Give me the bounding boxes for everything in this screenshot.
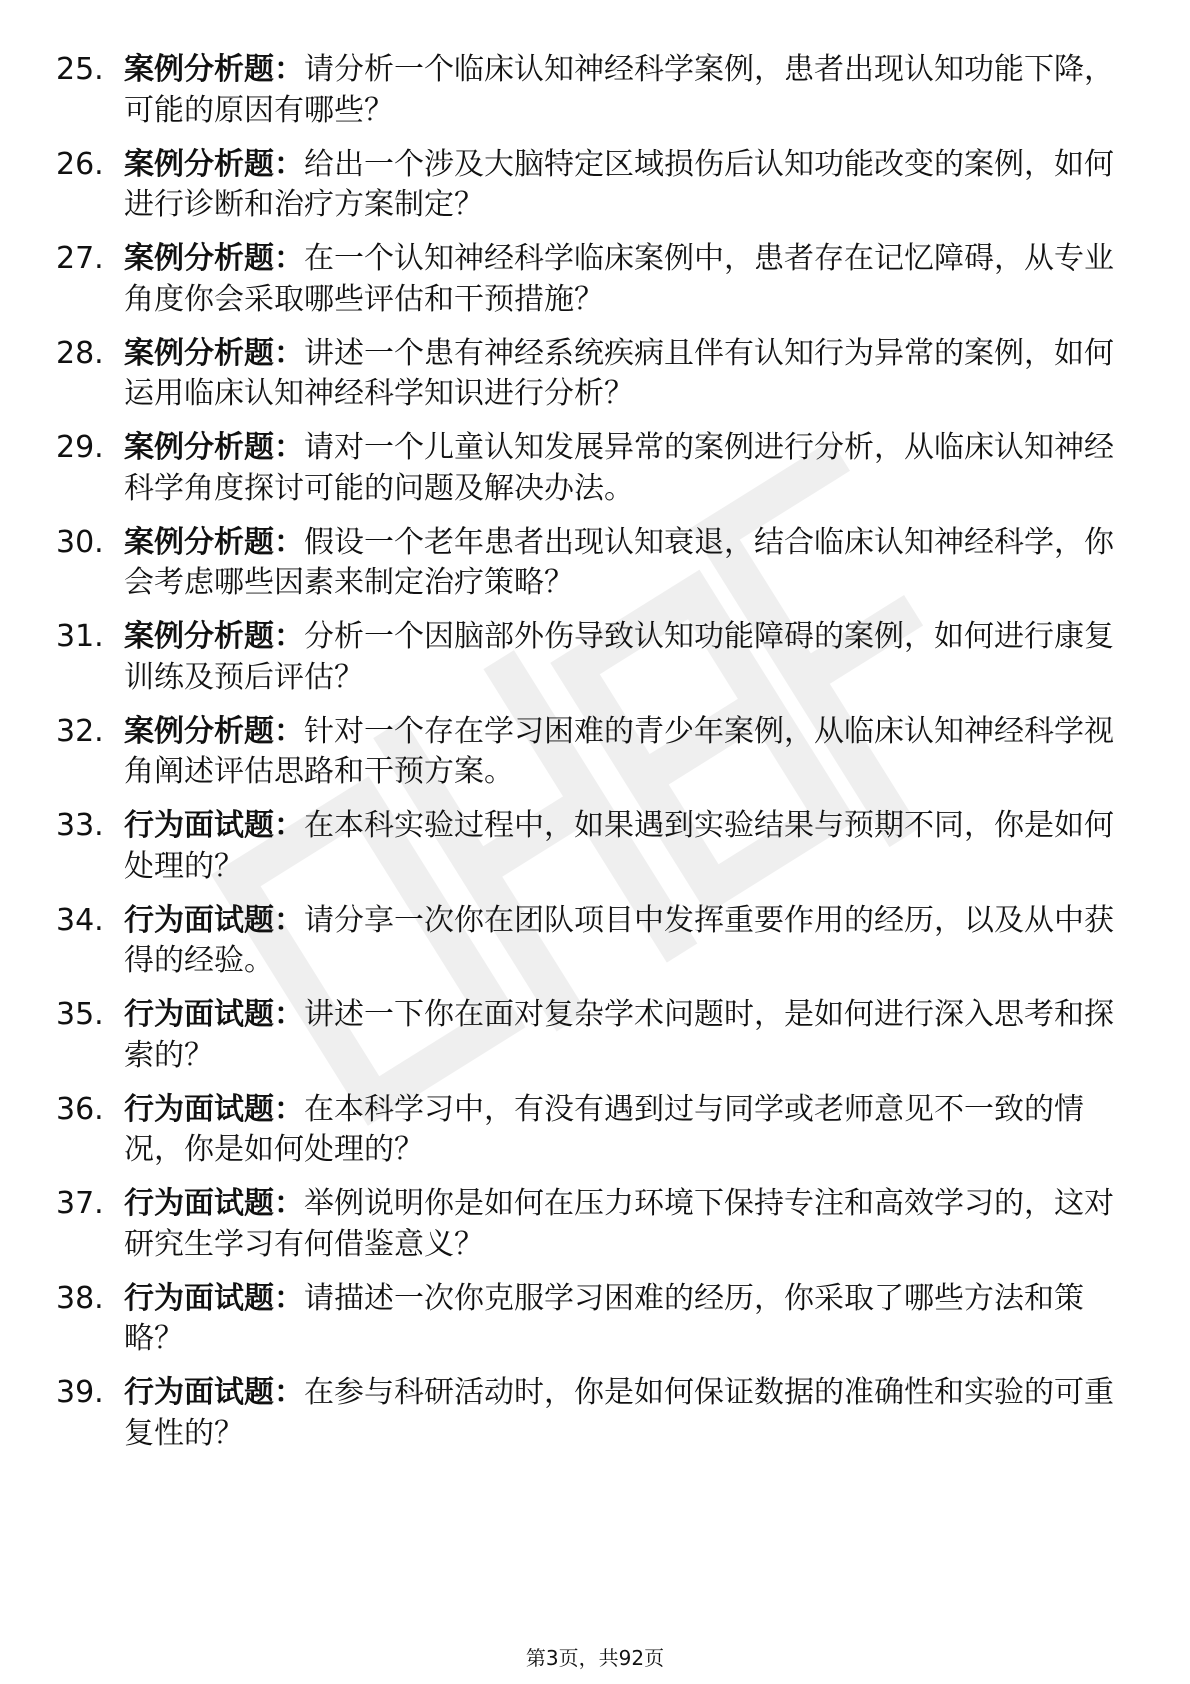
question-item [56, 334, 1126, 415]
question-type: 行为面试题： [124, 1091, 304, 1127]
question-body [124, 428, 1126, 509]
question-item [56, 239, 1126, 320]
question-number: 33. [56, 808, 104, 843]
question-number: 38. [56, 1280, 104, 1316]
question-number: 34. [56, 902, 104, 938]
question-number: 36. [56, 1091, 104, 1127]
question-number: 35. [56, 997, 104, 1032]
question-type: 案例分析题： [124, 241, 304, 276]
question-body [124, 1090, 1126, 1171]
question-body [124, 523, 1126, 604]
question-number: 26. [56, 146, 104, 182]
question-text: 在参与科研活动时，你是如何保证数据的准确性和实验的可重复性的？ [124, 1375, 1114, 1451]
question-body [124, 145, 1126, 226]
question-type: 案例分析题： [124, 713, 304, 749]
question-text: 讲述一个患有神经系统疾病且伴有认知行为异常的案例，如何运用临床认知神经科学知识进行分析？ [124, 335, 1114, 411]
question-type: 案例分析题： [124, 524, 304, 560]
question-item [56, 428, 1126, 509]
question-item [56, 712, 1126, 793]
question-number: 32. [56, 713, 104, 749]
question-type: 行为面试题： [124, 808, 304, 843]
question-body [124, 334, 1126, 415]
question-text: 在本科学习中，有没有遇到过与同学或老师意见不一致的情况，你是如何处理的？ [124, 1091, 1084, 1167]
question-type: 案例分析题： [124, 146, 304, 182]
question-text: 讲述一下你在面对复杂学术问题时，是如何进行深入思考和探索的？ [124, 997, 1114, 1073]
question-item [56, 995, 1126, 1076]
question-type: 行为面试题： [124, 1375, 304, 1410]
question-text: 分析一个因脑部外伤导致认知功能障碍的案例，如何进行康复训练及预后评估？ [124, 619, 1114, 695]
question-type: 案例分析题： [124, 52, 304, 87]
question-number: 31. [56, 619, 104, 654]
question-body [124, 1279, 1126, 1360]
question-item [56, 1184, 1126, 1265]
question-number: 27. [56, 241, 104, 276]
question-text: 在一个认知神经科学临床案例中，患者存在记忆障碍，从专业角度你会采取哪些评估和干预措施？ [124, 241, 1114, 317]
question-number: 39. [56, 1375, 104, 1410]
question-type: 行为面试题： [124, 902, 304, 938]
question-type: 行为面试题： [124, 997, 304, 1032]
question-body [124, 712, 1126, 793]
question-item [56, 1373, 1126, 1454]
question-list [56, 50, 1126, 1468]
question-item [56, 145, 1126, 226]
question-number: 30. [56, 524, 104, 560]
question-item [56, 617, 1126, 698]
question-item [56, 523, 1126, 604]
question-item [56, 901, 1126, 982]
question-text: 请分析一个临床认知神经科学案例，患者出现认知功能下降，可能的原因有哪些？ [124, 52, 1114, 128]
question-text: 请对一个儿童认知发展异常的案例进行分析，从临床认知神经科学角度探讨可能的问题及解决办法。 [124, 430, 1114, 506]
question-body [124, 617, 1126, 698]
question-body [124, 901, 1126, 982]
question-text: 假设一个老年患者出现认知衰退，结合临床认知神经科学，你会考虑哪些因素来制定治疗策略？ [124, 524, 1114, 600]
question-text: 给出一个涉及大脑特定区域损伤后认知功能改变的案例，如何进行诊断和治疗方案制定？ [124, 146, 1114, 222]
page-footer [0, 1646, 1190, 1670]
question-body [124, 1184, 1126, 1265]
question-body [124, 239, 1126, 320]
question-body [124, 1373, 1126, 1454]
question-body [124, 995, 1126, 1076]
question-text: 请描述一次你克服学习困难的经历，你采取了哪些方法和策略？ [124, 1280, 1084, 1356]
question-text: 在本科实验过程中，如果遇到实验结果与预期不同，你是如何处理的？ [124, 808, 1114, 884]
question-item [56, 1090, 1126, 1171]
question-number: 37. [56, 1186, 104, 1221]
question-type: 行为面试题： [124, 1280, 304, 1316]
question-body [124, 806, 1126, 887]
question-type: 案例分析题： [124, 335, 304, 371]
question-number: 28. [56, 335, 104, 371]
question-item [56, 50, 1126, 131]
question-text: 请分享一次你在团队项目中发挥重要作用的经历，以及从中获得的经验。 [124, 902, 1114, 978]
question-text: 针对一个存在学习困难的青少年案例，从临床认知神经科学视角阐述评估思路和干预方案。 [124, 713, 1114, 789]
question-number: 29. [56, 430, 104, 465]
page-number-label: 第3页，共92页 [525, 1646, 665, 1670]
question-type: 行为面试题： [124, 1186, 304, 1221]
question-item [56, 1279, 1126, 1360]
question-item [56, 806, 1126, 887]
question-body [124, 50, 1126, 131]
question-type: 案例分析题： [124, 619, 304, 654]
question-number: 25. [56, 52, 104, 87]
question-text: 举例说明你是如何在压力环境下保持专注和高效学习的，这对研究生学习有何借鉴意义？ [124, 1186, 1114, 1262]
question-type: 案例分析题： [124, 430, 304, 465]
